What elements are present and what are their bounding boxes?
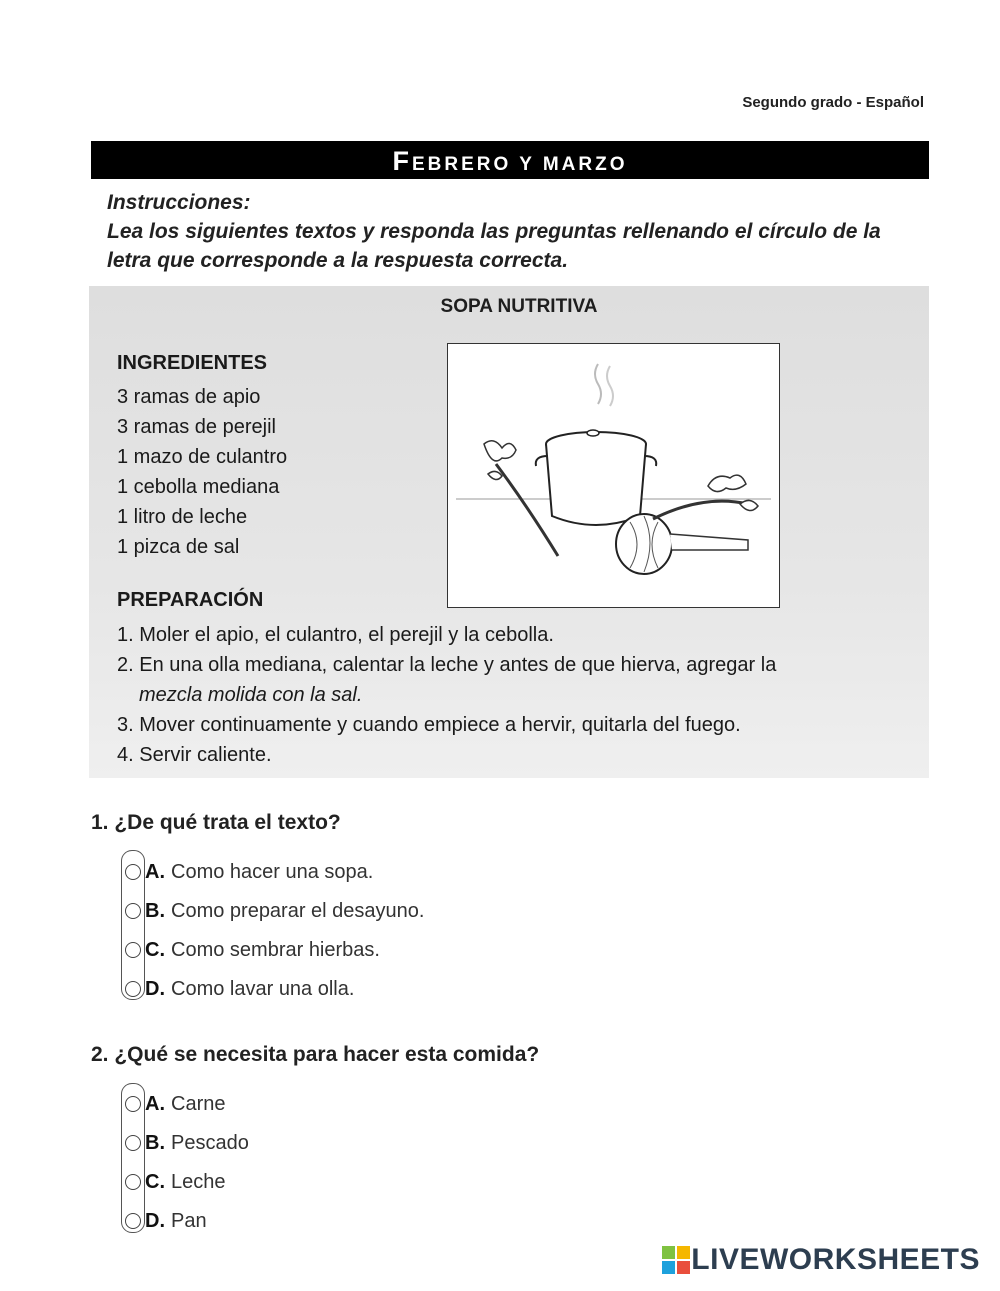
page-title — [91, 141, 929, 179]
preparation-step: 3. Mover continuamente y cuando empiece a hervir, quitarla del fuego. — [117, 714, 741, 736]
radio-circle[interactable] — [125, 981, 141, 997]
instructions-text: Lea los siguientes textos y responda las preguntas rellenando el círculo de la letra que corresponde a la respuesta correcta. — [107, 220, 881, 272]
option-text: Como lavar una olla. — [171, 977, 355, 1000]
answer-option-2c[interactable] — [125, 1167, 226, 1197]
recipe-title: SOPA NUTRITIVA — [440, 296, 598, 317]
ingredient-item: 3 ramas de perejil — [117, 416, 276, 438]
liveworksheets-logo-icon — [661, 1245, 691, 1275]
radio-circle[interactable] — [125, 1213, 141, 1229]
preparation-step-continued: mezcla molida con la sal. — [139, 684, 363, 706]
question-2: 2. ¿Qué se necesita para hacer esta comida? — [91, 1043, 540, 1066]
preparation-step: 2. En una olla mediana, calentar la leche y antes de que hierva, agregar la — [117, 654, 777, 676]
option-letter: B. — [145, 899, 165, 922]
soup-drawing — [448, 344, 779, 607]
option-text: Como sembrar hierbas. — [171, 938, 380, 961]
answer-option-1a[interactable] — [125, 857, 373, 887]
option-letter: C. — [145, 1170, 165, 1193]
option-letter: B. — [145, 1131, 165, 1154]
preparation-heading: PREPARACIÓN — [117, 589, 264, 611]
option-text: Como hacer una sopa. — [171, 860, 374, 883]
footer-brand: LIVEWORKSHEETS — [691, 1243, 980, 1276]
answer-option-1c[interactable] — [125, 935, 380, 965]
option-text: Leche — [171, 1170, 226, 1193]
ingredient-item: 1 litro de leche — [117, 506, 248, 528]
preparation-step: 4. Servir caliente. — [117, 744, 272, 766]
footer-logo — [661, 1243, 980, 1277]
ingredient-item: 1 pizca de sal — [117, 536, 240, 558]
option-text: Pan — [171, 1209, 207, 1232]
ingredient-item: 1 mazo de culantro — [117, 446, 288, 468]
radio-circle[interactable] — [125, 1096, 141, 1112]
title-initial: F — [392, 146, 412, 176]
ingredient-item: 3 ramas de apio — [117, 386, 261, 408]
preparation-list — [117, 620, 917, 770]
answer-option-1d[interactable] — [125, 974, 354, 1004]
title-rest: EBRERO Y MARZO — [412, 154, 628, 175]
soup-illustration — [447, 343, 780, 608]
radio-circle[interactable] — [125, 864, 141, 880]
radio-circle[interactable] — [125, 1174, 141, 1190]
instructions-label: Instrucciones: — [107, 191, 251, 214]
grade-label: Segundo grado - Español — [742, 94, 924, 111]
instructions — [107, 188, 927, 275]
radio-circle[interactable] — [125, 1135, 141, 1151]
radio-circle[interactable] — [125, 942, 141, 958]
option-letter: D. — [145, 1209, 165, 1232]
preparation-step: 1. Moler el apio, el culantro, el perejil y la cebolla. — [117, 624, 554, 646]
option-text: Carne — [171, 1092, 226, 1115]
answer-option-2d[interactable] — [125, 1206, 207, 1236]
question-1: 1. ¿De qué trata el texto? — [91, 811, 341, 834]
answer-option-2a[interactable] — [125, 1089, 225, 1119]
ingredients-list — [117, 382, 287, 562]
ingredient-item: 1 cebolla mediana — [117, 476, 280, 498]
option-letter: C. — [145, 938, 165, 961]
option-letter: D. — [145, 977, 165, 1000]
answer-option-1b[interactable] — [125, 896, 424, 926]
answer-option-2b[interactable] — [125, 1128, 249, 1158]
option-letter: A. — [145, 860, 165, 883]
recipe-panel — [89, 286, 929, 778]
option-letter: A. — [145, 1092, 165, 1115]
option-text: Pescado — [171, 1131, 249, 1154]
ingredients-heading: INGREDIENTES — [117, 352, 268, 374]
option-text: Como preparar el desayuno. — [171, 899, 425, 922]
radio-circle[interactable] — [125, 903, 141, 919]
